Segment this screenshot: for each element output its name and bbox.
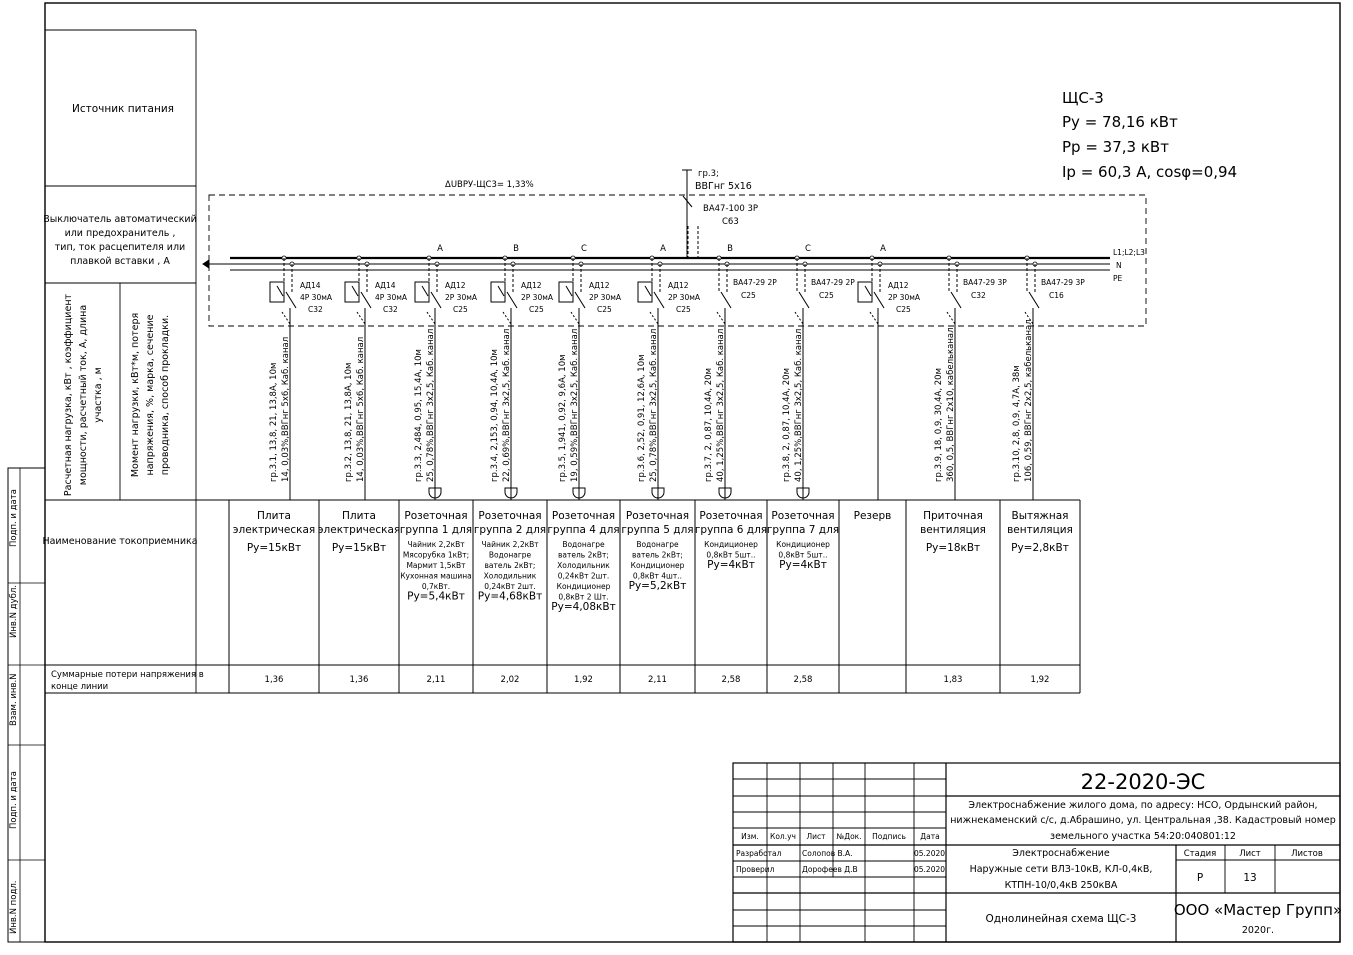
company-name: ООО «Мастер Групп» [1173,901,1343,919]
receiver-name: вентиляция [920,524,986,536]
receiver-name: Розеточная [699,510,763,522]
panel-summary [1062,89,1237,181]
checker-name: Дорофеев Д.В [802,865,858,874]
circuit-7 [695,244,777,693]
row-label-calc-load [63,293,104,496]
svg-text:участка , м: участка , м [93,367,104,423]
circuit-3 [399,244,478,693]
receiver-name: Плита [257,510,291,522]
sheets-header: Листов [1291,849,1323,859]
row-label-losses [51,670,204,692]
busbars [203,258,1110,270]
receiver-name: Приточная [923,510,983,522]
voltage-loss: 1,83 [943,675,963,685]
svg-text:Кол.уч: Кол.уч [770,832,796,841]
receiver-name: Розеточная [551,510,616,522]
circuit-load-label: гр.3.6, 2,52, 0,91, 12,6А, 10м [637,354,647,482]
receiver-name: ватель 2кВт; [484,561,536,570]
voltage-loss: 2,11 [426,675,446,685]
receiver-name: Водонагре [488,550,532,560]
svg-text:Подпись: Подпись [872,832,906,841]
row-label-moment [130,313,171,477]
receiver-name: группа 4 для [547,524,620,536]
device-rating: С25 [529,305,544,314]
circuit-cable-label: 14, 0,03%,ВВГнг 5х6, Каб. канал [281,336,291,482]
device-rating: С25 [896,305,911,314]
phase-label: B [513,244,519,254]
receiver-name: 0,8кВт 5шт.. [706,550,756,560]
phase-label: B [727,244,733,254]
circuit-cable-label: 25, 0,78%,ВВГнг 3х2,5, Каб. канал [649,328,659,482]
device-params: 4Р 30мА [375,293,408,302]
drawing-code: 22-2020-ЭС [1080,770,1206,794]
title-block-columns [741,832,940,841]
phase-label: C [805,244,811,254]
svg-text:Изм.: Изм. [741,832,759,841]
phase-label: A [437,244,443,254]
svg-text:Электроснабжение жилого дома,: Электроснабжение жилого дома, по адресу: НСО, Ордынский район, [968,800,1318,811]
developer-date: 05.2020 [914,849,946,858]
svg-text:Лист: Лист [806,832,826,841]
phase-label: A [660,244,666,254]
circuit-load-label: гр.3.9, 18, 0,9, 30,4А, 20м [934,368,944,482]
design-current: Iр = 60,3 А, cosφ=0,94 [1062,163,1238,181]
receiver-name: Кондиционер [556,582,611,591]
voltage-loss: 2,11 [648,675,667,685]
receiver-name: электрическая [232,524,316,536]
year: 2020г. [1241,925,1275,936]
stamp-vzam-inv: Взам. инв.N [9,673,19,726]
device-params: 2Р 30мА [521,293,554,302]
receiver-name: ватель 2кВт; [558,550,609,560]
circuit-load-label: гр.3.8, 2, 0,87, 10,4А, 20м [782,368,792,482]
checker-label: Проверил [736,865,775,874]
receiver-name: 0,24кВт 2шт. [557,571,610,581]
circuit-9 [839,244,921,693]
circuit-10 [906,256,1007,693]
device-rating: С25 [741,291,756,300]
svg-text:проводника, способ прокладки.: проводника, способ прокладки. [160,314,171,476]
device-params: 2Р 30мА [668,293,701,302]
receiver-name: группа 2 для [473,524,547,536]
receiver-power: Ру=18кВт [925,542,981,554]
receiver-name: группа 5 для [621,524,694,536]
sheet-value: 13 [1243,872,1257,884]
receiver-name: вентиляция [1007,524,1073,536]
circuit-cable-label: 360, 0,5, ВВГнг 2х10, кабельканал [946,327,956,482]
voltage-loss: 2,58 [721,675,741,685]
drawing-name: Однолинейная схема ЩС-3 [985,913,1137,925]
svg-text:мощности, расчетный ток, А, дл: мощности, расчетный ток, А, длина [78,304,89,486]
phase-label: A [880,244,886,254]
voltage-drop: ΔUВРУ-ЩС3= 1,33% [445,180,534,190]
bus-label-pe: PE [1113,274,1123,283]
svg-text:плавкой вставки , А: плавкой вставки , А [70,256,170,267]
svg-text:КТПН-10/0,4кВ 250кВА: КТПН-10/0,4кВ 250кВА [1004,880,1118,891]
device-rating: С25 [819,291,834,300]
receiver-name: Розеточная [771,510,835,522]
row-label-breaker [43,214,197,267]
checker-date: 05.2020 [914,865,946,874]
receiver-name: Кондиционер [704,540,758,549]
phase-label: C [581,244,587,254]
voltage-loss: 2,02 [500,675,520,685]
receiver-name: Чайник 2,2кВт [407,540,465,549]
device-params: 2Р 30мА [888,293,921,302]
receiver-name: Мясорубка 1кВт; [402,550,470,560]
installed-power: Pу = 78,16 кВт [1062,113,1178,131]
svg-text:тип, ток расцепителя или: тип, ток расцепителя или [54,242,186,253]
receiver-name: Кухонная машина [400,571,472,581]
receiver-power: Ру=4кВт [707,559,755,571]
receiver-name: Резерв [853,510,892,522]
device-type: АД12 [521,281,542,290]
circuit-cable-label: 19, 0,59%,ВВГнг 3х2,5, Каб. канал [570,328,580,482]
receiver-power: Ру=4кВт [779,559,827,571]
project-description [950,800,1336,842]
receiver-name: Холодильник [483,571,537,581]
feeder-group: гр.3; [698,169,719,179]
receiver-name: Вытяжная [1011,510,1069,522]
receiver-name: Розеточная [625,510,690,522]
stamp-sign-date: Подп. и дата [9,489,19,547]
circuit-cable-label: 14, 0,03%,ВВГнг 5х6, Каб. канал [356,336,366,482]
stage-header: Стадия [1183,849,1217,859]
receiver-name: 0,24кВт 2шт. [484,582,536,591]
circuit-cable-label: 106, 0,59, ВВГнг 2х2,5, кабельканал [1024,319,1034,482]
device-params: 4Р 30мА [300,293,333,302]
svg-text:или предохранитель ,: или предохранитель , [64,228,176,239]
device-params: 2Р 30мА [445,293,478,302]
device-rating: С16 [1049,291,1064,300]
device-type: ВА47-29 2Р [811,278,855,287]
circuit-load-label: гр.3.10, 2,8, 0,9, 4,7А, 38м [1012,365,1022,482]
circuit-2 [318,256,408,693]
device-type: АД12 [888,281,909,290]
design-power: Pр = 37,3 кВт [1062,138,1169,156]
receiver-name: Кондиционер [630,561,685,570]
device-type: АД12 [589,281,610,290]
receiver-power: Ру=4,08кВт [551,601,616,613]
svg-text:Дата: Дата [920,832,940,841]
feeder-rating: С63 [722,217,739,227]
circuit-load-label: гр.3.2, 13,8, 21, 13,8А, 10м [344,362,354,482]
receiver-name: Розеточная [478,510,542,522]
device-type: АД14 [375,281,396,290]
circuit-load-label: гр.3.3, 2,484, 0,95, 15,4А, 10м [414,349,424,482]
device-type: ВА47-29 3Р [963,278,1007,287]
circuits-layer [229,244,1085,693]
svg-text:Наружные сети ВЛЗ-10кВ, КЛ-0,4: Наружные сети ВЛЗ-10кВ, КЛ-0,4кВ, [969,864,1153,875]
receiver-power: Ру=4,68кВт [477,590,543,603]
receiver-power: Ру=5,4кВт [407,590,465,603]
receiver-name: 0,8кВт 4шт.. [632,571,683,581]
receiver-name: Мармит 1,5кВт [406,561,466,570]
receiver-name: 0,8кВт 5шт.. [778,550,828,560]
developer-label: Разработал [736,849,782,858]
device-params: 2Р 30мА [589,293,622,302]
circuit-load-label: гр.3.1, 13,8, 21, 13,8А, 10м [269,362,279,482]
device-type: АД12 [668,281,689,290]
circuit-4 [473,244,554,693]
circuit-cable-label: 25, 0,78%,ВВГнг 3х2,5, Каб. канал [426,328,436,482]
device-type: ВА47-29 3Р [1041,278,1085,287]
row-label-receiver: Наименование токоприемника [42,536,198,547]
voltage-loss: 2,58 [793,675,813,685]
device-rating: С32 [308,305,323,314]
circuit-load-label: гр.3.4, 2,153, 0,94, 10,4А, 10м [490,349,500,482]
device-rating: С25 [597,305,612,314]
receiver-name: Холодильник [557,561,610,570]
receiver-name: группа 6 для [694,524,768,536]
receiver-name: группа 7 для [766,524,840,536]
circuit-load-label: гр.3.7, 2, 0,87, 10,4А, 20м [704,368,714,482]
receiver-name: электрическая [317,524,401,536]
receiver-name: Кондиционер [776,540,830,549]
receiver-name: Водонагре [636,540,679,549]
stage-value: Р [1196,872,1204,884]
device-rating: С25 [676,305,691,314]
receiver-name: Водонагре [562,540,605,549]
voltage-loss: 1,36 [264,675,284,685]
circuit-cable-label: 22, 0,69%,ВВГнг 3х2,5, Каб. канал [502,328,512,482]
developer-name: Солопов В.А. [802,849,853,858]
voltage-loss: 1,92 [1030,675,1050,685]
voltage-loss: 1,36 [349,675,369,685]
device-rating: С32 [383,305,398,314]
svg-text:конце линии: конце линии [51,682,109,692]
circuit-11 [1000,256,1085,693]
svg-text:Выключатель автоматический: Выключатель автоматический [43,214,197,225]
device-type: АД12 [445,281,466,290]
receiver-name: ватель 2кВт; [632,550,683,560]
receiver-name: Плита [342,510,376,522]
stamp-sign-date-2: Подп. и дата [9,771,19,829]
receiver-name: Розеточная [404,510,468,522]
svg-text:Суммарные потери напряжения в: Суммарные потери напряжения в [51,670,204,680]
circuit-cable-label: 40, 1,25%,ВВГнг 3х2,5, Каб. канал [794,328,804,482]
svg-text:земельного участка 54:20:04080: земельного участка 54:20:040801:12 [1050,831,1236,842]
feeder-breaker: ВА47-100 3Р [703,204,758,214]
receiver-name: 0,7кВт. [421,582,451,591]
circuit-load-label: гр.3.5, 1,941, 0,92, 9,6А, 10м [558,354,568,482]
svg-text:Момент нагрузки, кВт*м, потеря: Момент нагрузки, кВт*м, потеря [130,312,141,478]
panel-title: ЩС-3 [1062,89,1104,107]
circuit-6 [620,244,701,693]
receiver-power: Ру=15кВт [331,542,387,554]
device-rating: С32 [971,291,986,300]
sheet-header: Лист [1239,849,1261,859]
svg-text:напряжения, %, марка, сечение: напряжения, %, марка, сечение [145,314,156,476]
circuit-5 [547,244,622,693]
receiver-name: группа 1 для [399,524,473,536]
device-type: ВА47-29 2Р [733,278,777,287]
receiver-power: Ру=15кВт [246,542,302,554]
svg-text:нижнекаменский с/с, д.Абрашино: нижнекаменский с/с, д.Абрашино, ул. Центральная ,38. Кадастровый номер [950,815,1336,826]
receiver-power: Ру=5,2кВт [628,580,687,592]
svg-text:№Док.: №Док. [836,832,862,841]
circuit-1 [229,256,333,693]
circuit-8 [767,244,855,693]
svg-text:Расчетная нагрузка, кВт , коэф: Расчетная нагрузка, кВт , коэффициент [63,293,74,497]
left-stamp [9,489,19,934]
bus-label-phases: L1;L2;L3 [1113,248,1145,257]
section-description [970,848,1153,891]
receiver-power: Ру=2,8кВт [1011,542,1069,554]
stamp-inv-dubl: Инв.N дубл. [9,585,19,638]
circuit-cable-label: 40, 1,25%,ВВГнг 3х2,5, Каб. канал [716,328,726,482]
receiver-name: 0,8кВт 2 Шт. [558,592,609,602]
device-rating: С25 [453,305,468,314]
voltage-loss: 1,92 [574,675,593,685]
bus-label-n: N [1116,261,1122,270]
row-label-source: Источник питания [72,103,174,115]
device-type: АД14 [300,281,321,290]
feeder-cable: ВВГнг 5х16 [695,181,752,192]
stamp-inv-podl: Инв.N подл. [9,880,19,934]
svg-text:Электроснабжение: Электроснабжение [1012,848,1110,859]
receiver-name: Чайник 2,2кВт [481,540,539,549]
